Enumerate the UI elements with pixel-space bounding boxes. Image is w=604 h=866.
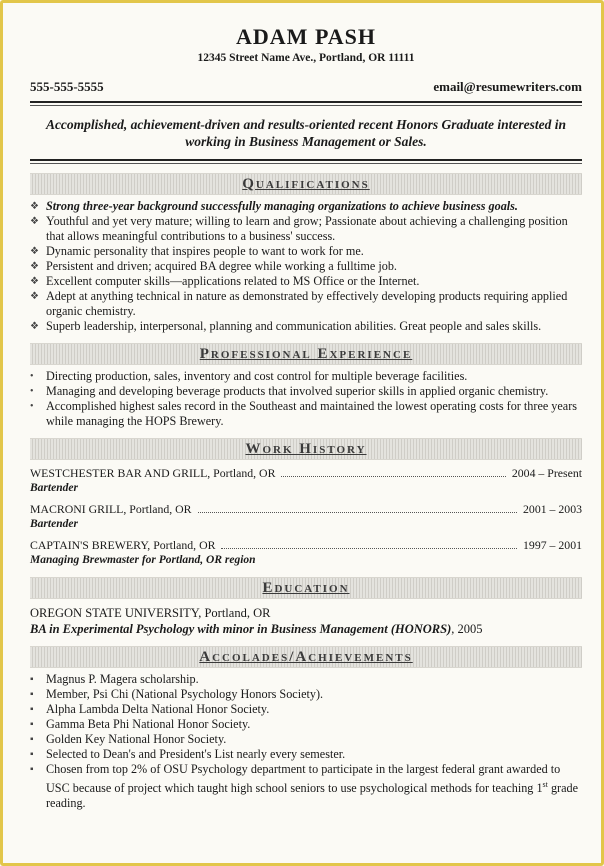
section-title-experience: Professional Experience: [199, 346, 413, 362]
list-item: • Directing production, sales, inventory and cost control for multiple beverage facilities.: [30, 369, 468, 383]
candidate-address: 12345 Street Name Ave., Portland, OR 11111: [197, 52, 415, 64]
dot-bullet-icon: •: [30, 371, 34, 382]
education-school: OREGON STATE UNIVERSITY, Portland, OR: [30, 606, 271, 620]
list-item: ▪ Member, Psi Chi (National Psychology Honors Society).: [30, 687, 324, 701]
list-item: ▪ Gamma Beta Phi National Honor Society.: [30, 717, 251, 731]
job-title: Bartender: [30, 482, 78, 494]
job-employer: MACRONI GRILL, Portland, OR: [30, 502, 192, 516]
dot-bullet-icon: •: [30, 401, 34, 412]
square-bullet-icon: ▪: [30, 734, 34, 745]
job-row: [30, 466, 582, 481]
diamond-bullet-icon: ❖: [30, 321, 39, 332]
resume-page: [30, 24, 582, 811]
objective-divider: [30, 159, 582, 164]
job-dates: 1997 – 2001: [523, 538, 582, 552]
diamond-bullet-icon: ❖: [30, 246, 39, 257]
list-item: ❖ Persistent and driven; acquired BA degree while working a fulltime job.: [30, 259, 397, 273]
section-header-work-history: [30, 438, 582, 460]
diamond-bullet-icon: ❖: [30, 291, 39, 302]
contact-divider: [30, 105, 582, 106]
square-bullet-icon: ▪: [30, 689, 34, 700]
section-title-qualifications: Qualifications: [242, 176, 370, 192]
section-title-work-history: Work History: [245, 441, 367, 457]
contact-row: [30, 79, 582, 103]
list-item: • Managing and developing beverage products that involved superior skills in applied organic chemistry.: [30, 384, 549, 398]
square-bullet-icon: ▪: [30, 674, 34, 685]
diamond-bullet-icon: ❖: [30, 201, 39, 212]
job-row: [30, 502, 582, 517]
email-address: email@resumewriters.com: [433, 79, 582, 94]
objective-statement: Accomplished, achievement-driven and results-oriented recent Honors Graduate interested in working in Business Management or Sales.: [45, 117, 567, 149]
diamond-bullet-icon: ❖: [30, 276, 39, 287]
phone-number: 555-555-5555: [30, 79, 104, 94]
job-row: [30, 538, 582, 553]
accolades-list: [30, 672, 582, 811]
list-item: ▪ Magnus P. Magera scholarship.: [30, 672, 199, 686]
list-item: ❖ Excellent computer skills—applications related to MS Office or the Internet.: [30, 274, 420, 288]
section-header-qualifications: [30, 173, 582, 195]
square-bullet-icon: ▪: [30, 749, 34, 760]
section-title-education: Education: [262, 580, 350, 596]
experience-list: [30, 369, 582, 429]
education-year: , 2005: [451, 622, 483, 636]
job-title: Bartender: [30, 518, 78, 530]
square-bullet-icon: ▪: [30, 764, 34, 775]
dot-leader: [281, 466, 505, 477]
diamond-bullet-icon: ❖: [30, 216, 39, 227]
section-header-education: [30, 577, 582, 599]
list-item: ▪ Selected to Dean's and President's List nearly every semester.: [30, 747, 346, 761]
section-header-accolades: [30, 646, 582, 668]
work-history-list: [30, 466, 582, 568]
list-item: ❖ Adept at anything technical in nature as demonstrated by effectively developing products requiring applied organic chemistry.: [30, 289, 568, 318]
square-bullet-icon: ▪: [30, 719, 34, 730]
dot-bullet-icon: •: [30, 386, 34, 397]
candidate-name: ADAM PASH: [236, 24, 376, 49]
list-item: ❖ Superb leadership, interpersonal, planning and communication abilities. Great people and sales skills.: [30, 319, 542, 333]
list-item: ▪ Chosen from top 2% of OSU Psychology department to participate in the largest federal grant awarded to USC because of project which taught high school seniors to use psychological methods for teaching 1st grade reading.: [30, 762, 579, 811]
list-item: • Accomplished highest sales record in the Southeast and maintained the lowest operating costs for three years while managing the HOPS Brewery.: [30, 399, 578, 428]
list-item: ❖ Strong three-year background successfully managing organizations to achieve business goals.: [30, 199, 518, 213]
job-title: Managing Brewmaster for Portland, OR region: [30, 554, 256, 566]
dot-leader: [221, 538, 517, 549]
section-title-accolades: Accolades/Achievements: [199, 649, 413, 665]
diamond-bullet-icon: ❖: [30, 261, 39, 272]
job-dates: 2001 – 2003: [523, 502, 582, 516]
job-employer: CAPTAIN'S BREWERY, Portland, OR: [30, 538, 216, 552]
list-item: ❖ Youthful and yet very mature; willing to learn and grow; Passionate about achieving a challenging position that allows meaningful contributions to a business' success.: [30, 214, 568, 243]
education-degree-line: [30, 621, 582, 637]
list-item: ▪ Alpha Lambda Delta National Honor Society.: [30, 702, 270, 716]
qualifications-list: [30, 199, 582, 334]
job-employer: WESTCHESTER BAR AND GRILL, Portland, OR: [30, 466, 276, 480]
list-item: ❖ Dynamic personality that inspires people to want to work for me.: [30, 244, 364, 258]
section-header-experience: [30, 343, 582, 365]
list-item: ▪ Golden Key National Honor Society.: [30, 732, 227, 746]
dot-leader: [198, 502, 517, 513]
job-dates: 2004 – Present: [511, 466, 582, 480]
education-degree: BA in Experimental Psychology with minor in Business Management (HONORS): [30, 622, 452, 636]
square-bullet-icon: ▪: [30, 704, 34, 715]
